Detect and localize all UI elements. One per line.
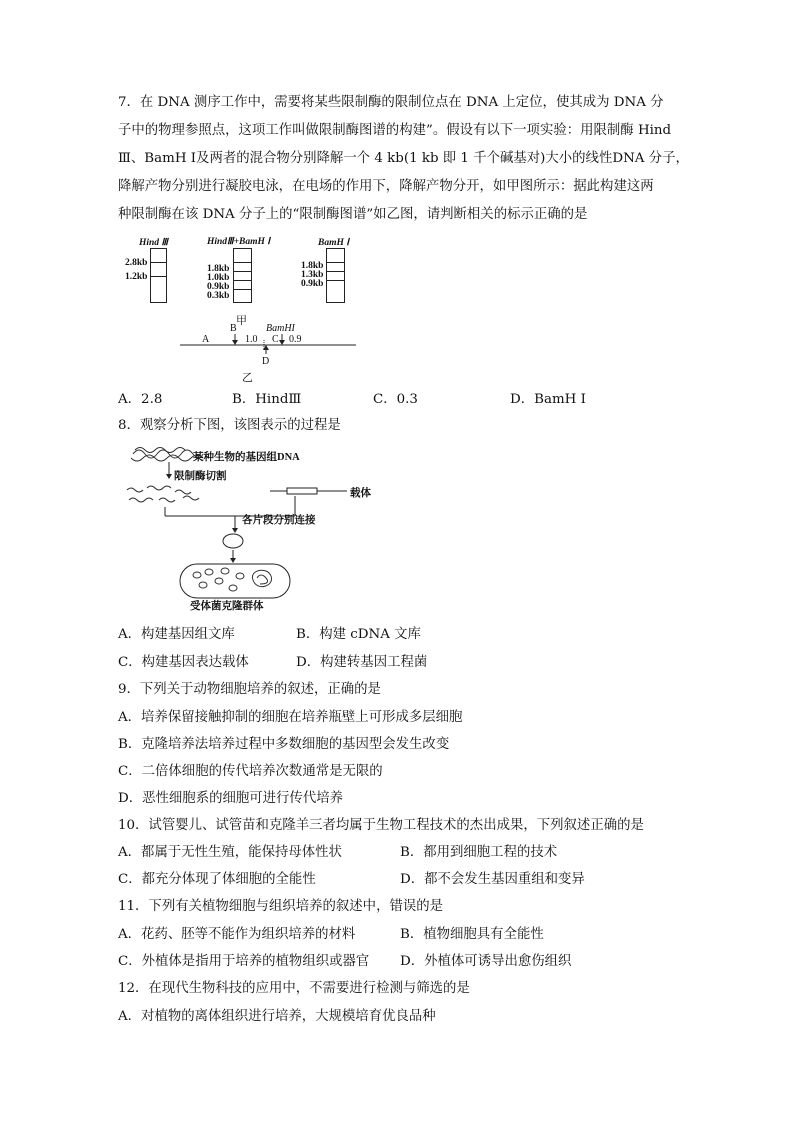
q7-line-3: Ⅲ、BamH Ⅰ及两者的混合物分别降解一个 4 kb(1 kb 即 1 千个碱基对)大小的线性DNA 分子， xyxy=(118,151,689,166)
q8-stem: 8．观察分析下图，该图表示的过程是 xyxy=(118,418,341,433)
arrow-b-head xyxy=(232,340,238,345)
q7-line-5: 种限制酶在该 DNA 分子上的“限制酶图谱”如乙图，请判断相关的标示正确的是 xyxy=(118,207,588,222)
map-label-1-0: 1.0 xyxy=(245,334,258,345)
q8-option-c: C．构建基因表达载体 xyxy=(118,655,249,670)
fig-label-vector: 载体 xyxy=(350,488,371,499)
gel3-band-3: 0.9kb xyxy=(301,279,324,289)
q11-option-c: C．外植体是指用于培养的植物组织或器官 xyxy=(118,954,370,969)
q10-stem: 10．试管婴儿、试管苗和克隆羊三者均属于生物工程技术的杰出成果，下列叙述正确的是 xyxy=(118,818,644,833)
q7-line-1: 7．在 DNA 测序工作中，需要将某些限制酶的限制位点在 DNA 上定位，使其成为 DNA 分 xyxy=(118,95,664,110)
library-figure-svg xyxy=(125,440,445,620)
fig-label-ligate: 各片段分别连接 xyxy=(242,515,316,526)
gel2-lane xyxy=(233,248,252,303)
arrow-bamhi-head xyxy=(279,340,285,345)
q7-option-a: A．2.8 xyxy=(118,392,163,407)
recombinant-plasmid xyxy=(223,534,243,548)
gel3-title: BamH Ⅰ xyxy=(318,238,350,248)
gel2-band-3: 0.9kb xyxy=(207,282,230,292)
fig-label-jia: 甲 xyxy=(236,315,247,327)
q7-option-b: B．HindⅢ xyxy=(232,392,302,407)
map-label-d: D xyxy=(262,356,270,367)
q8-option-d: D．构建转基因工程菌 xyxy=(296,655,428,670)
q7-option-d: D．BamH Ⅰ xyxy=(510,392,586,407)
q10-option-c: C．都充分体现了体细胞的全能性 xyxy=(118,872,316,887)
map-label-a: A xyxy=(202,334,210,345)
gel1-band-1: 2.8kb xyxy=(125,258,148,268)
q7-option-c: C．0.3 xyxy=(373,392,418,407)
gel2-band-1: 1.8kb xyxy=(207,264,230,274)
dna-fragments xyxy=(127,486,199,502)
gel1-band-2: 1.2kb xyxy=(125,272,148,282)
q9-option-d: D．恶性细胞系的细胞可进行传代培养 xyxy=(118,791,343,806)
gel2-band-2: 1.0kb xyxy=(207,273,230,283)
colony-dish xyxy=(180,564,290,598)
fig-label-colony: 受体菌克隆群体 xyxy=(190,601,264,612)
q11-stem: 11．下列有关植物细胞与组织培养的叙述中，错误的是 xyxy=(118,899,444,914)
arrow-d-head xyxy=(263,345,269,350)
q8-option-a: A．构建基因组文库 xyxy=(118,627,235,642)
q7-line-2: 子中的物理参照点，这项工作叫做限制酶图谱的构建”。假设有以下一项实验：用限制酶 Hind xyxy=(118,123,672,138)
q9-option-b: B．克隆培养法培养过程中多数细胞的基因型会发生改变 xyxy=(118,737,450,752)
q11-option-b: B．植物细胞具有全能性 xyxy=(400,927,544,942)
q12-stem: 12．在现代生物科技的应用中，不需要进行检测与筛选的是 xyxy=(118,981,470,996)
map-label-b: B xyxy=(230,323,237,334)
gel2-band-4: 0.3kb xyxy=(207,291,230,301)
gel3-band-2: 1.3kb xyxy=(301,270,324,280)
gel3-band-1: 1.8kb xyxy=(301,261,324,271)
q11-option-d: D．外植体可诱导出愈伤组织 xyxy=(400,954,572,969)
fig-label-genome: 某种生物的基因组DNA xyxy=(193,452,300,463)
fig-label-enzyme: 限制酶切割 xyxy=(174,471,227,482)
map-label-0-9: 0.9 xyxy=(289,334,302,345)
gel1-lane xyxy=(150,248,167,303)
vector-box xyxy=(287,488,317,494)
q10-option-a: A．都属于无性生殖，能保持母体性状 xyxy=(118,845,342,860)
gel1-title: Hind Ⅲ xyxy=(139,238,168,248)
gel2-title: HindⅢ+BamH Ⅰ xyxy=(207,237,271,247)
gel3-lane xyxy=(326,248,345,303)
q10-option-d: D．都不会发生基因重组和变异 xyxy=(400,872,585,887)
fig-label-yi: 乙 xyxy=(242,372,253,384)
q9-option-a: A．培养保留接触抑制的细胞在培养瓶壁上可形成多层细胞 xyxy=(118,710,463,725)
q10-option-b: B．都用到细胞工程的技术 xyxy=(400,845,558,860)
map-label-bamhi: BamHI xyxy=(266,323,295,334)
q9-stem: 9．下列关于动物细胞培养的叙述，正确的是 xyxy=(118,682,381,697)
map-label-c: C xyxy=(272,334,279,345)
q9-option-c: C．二倍体细胞的传代培养次数通常是无限的 xyxy=(118,764,383,779)
q11-option-a: A．花药、胚等不能作为组织培养的材料 xyxy=(118,927,356,942)
q7-line-4: 降解产物分别进行凝胶电泳，在电场的作用下，降解产物分开，如甲图所示：据此构建这两 xyxy=(118,179,654,194)
q12-option-a: A．对植物的离体组织进行培养，大规模培育优良品种 xyxy=(118,1009,436,1024)
q8-option-b: B．构建 cDNA 文库 xyxy=(296,627,421,642)
